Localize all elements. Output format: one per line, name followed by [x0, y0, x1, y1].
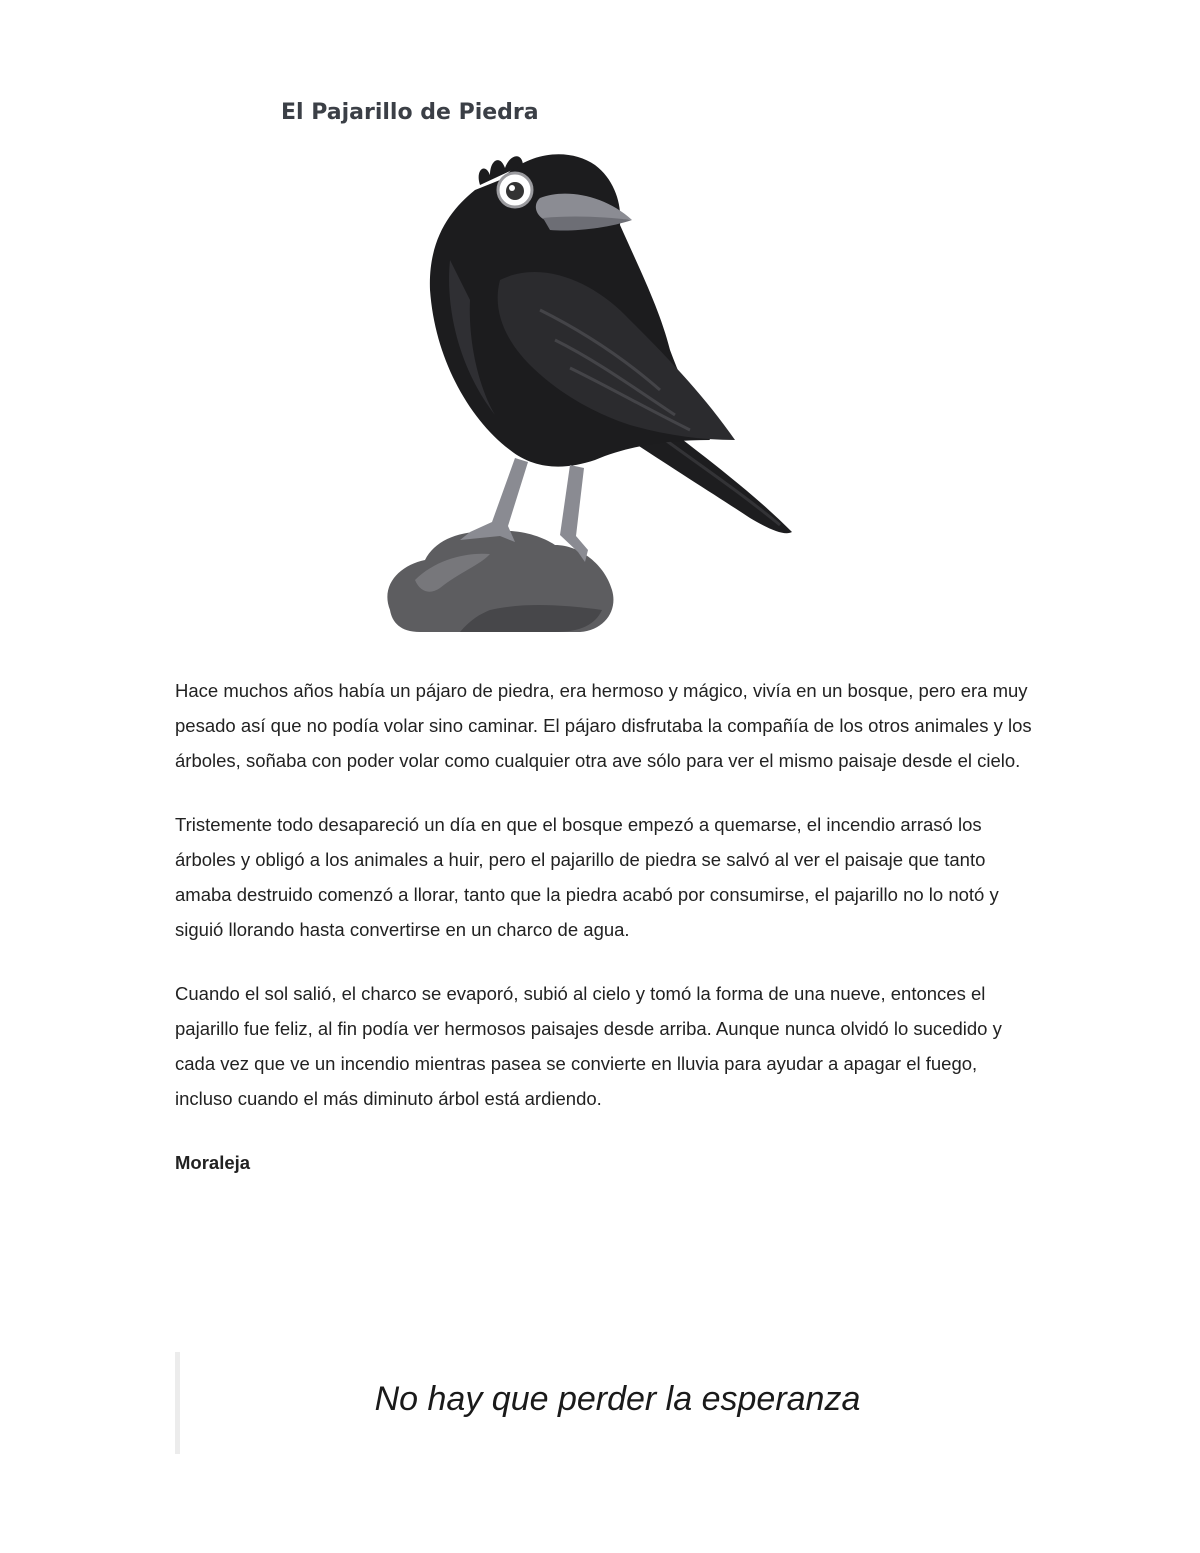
crow-eye-glint — [509, 185, 515, 191]
moral-quote — [175, 1352, 1055, 1454]
story-paragraph-2: Tristemente todo desapareció un día en que el bosque empezó a quemarse, el incendio arrasó los árboles y obligó a los animales a huir, pero el pajarillo de piedra se salvó al ver el paisaje que tanto amaba destruido comenzó a llorar, tanto que la piedra acabó por consumirse, el pajarillo no lo notó y siguió llorando hasta convertirse en un charco de agua. — [175, 814, 999, 940]
crow-eye-iris — [506, 182, 524, 200]
page-title: El Pajarillo de Piedra — [281, 100, 539, 125]
moral-heading: Moraleja — [175, 1152, 251, 1173]
crow-leg-left — [460, 458, 528, 542]
story-paragraph-3: Cuando el sol salió, el charco se evaporó, subió al cielo y tomó la forma de una nueve, entonces el pajarillo fue feliz, al fin podía ver hermosos paisajes desde arriba. Aunque nunca olvidó lo sucedido y cada vez que ve un incendio mientras pasea se convierte en lluvia para ayudar a apagar el fuego, incluso cuando el más diminuto árbol está ardiendo. — [175, 983, 1002, 1109]
moral-quote-text: No hay que perder la esperanza — [374, 1380, 861, 1418]
crow-on-rock-illustration — [340, 140, 840, 640]
story-paragraph-1: Hace muchos años había un pájaro de piedra, era hermoso y mágico, vivía en un bosque, pero era muy pesado así que no podía volar sino caminar. El pájaro disfrutaba la compañía de los otros animales y los árboles, soñaba con poder volar como cualquier otra ave sólo para ver el mismo paisaje desde el cielo. — [175, 680, 1032, 771]
story-body — [175, 673, 1035, 1209]
